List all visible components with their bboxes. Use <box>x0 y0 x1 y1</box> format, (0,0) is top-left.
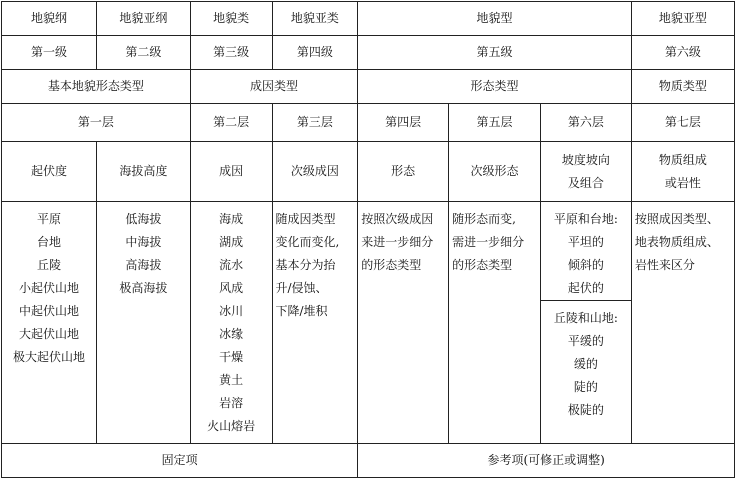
text-line: 地表物质组成、 <box>634 235 719 249</box>
level-cell: 第六级 <box>631 36 734 70</box>
attribute-line: 物质组成 <box>658 152 707 167</box>
layer-cell: 第七层 <box>631 104 734 142</box>
content-row <box>2 202 735 444</box>
attribute-cell: 海拔高度 <box>96 142 190 202</box>
list-item: 极高海拔 <box>119 281 168 295</box>
slope-split-cell <box>540 202 631 444</box>
list-item: 冰川 <box>219 304 244 318</box>
text-line: 基本分为抬 <box>275 258 336 272</box>
material-text-cell <box>631 202 734 444</box>
list-item: 冰缘 <box>219 327 244 341</box>
layer-cell: 第四层 <box>358 104 449 142</box>
category-cell: 成因类型 <box>190 70 357 104</box>
text-line: 变化而变化, <box>275 235 340 249</box>
text-line: 平坦的 <box>567 235 604 249</box>
header-cell: 地貌亚型 <box>631 2 734 36</box>
text-line: 起伏的 <box>567 281 604 295</box>
attribute-cell <box>631 142 734 202</box>
list-item: 小起伏山地 <box>18 281 79 295</box>
attribute-cell: 形态 <box>358 142 449 202</box>
level-cell: 第二级 <box>96 36 190 70</box>
text-line: 平原和台地: <box>553 212 618 226</box>
slope-subtable <box>541 202 631 443</box>
attribute-cell: 次级成因 <box>272 142 358 202</box>
text-line: 缓的 <box>573 357 598 371</box>
text-line: 按照次级成因 <box>361 212 434 226</box>
text-line: 按照成因类型、 <box>634 212 719 226</box>
header-cell: 地貌型 <box>358 2 632 36</box>
attribute-line: 及组合 <box>567 175 604 190</box>
text-line: 随成因类型 <box>275 212 336 226</box>
footer-row <box>2 444 735 478</box>
list-item: 火山熔岩 <box>207 419 256 433</box>
attribute-line: 坡度坡向 <box>561 152 610 167</box>
layer-cell: 第五层 <box>449 104 541 142</box>
slope-hill-row <box>541 301 631 444</box>
list-item: 极大起伏山地 <box>12 350 85 364</box>
text-line: 丘陵和山地: <box>553 311 618 325</box>
list-item: 流水 <box>219 258 244 272</box>
level-cell: 第三级 <box>190 36 272 70</box>
attribute-line: 或岩性 <box>664 175 701 190</box>
category-row <box>2 70 735 104</box>
attribute-cell: 次级形态 <box>449 142 541 202</box>
list-item: 风成 <box>219 281 244 295</box>
text-line: 陡的 <box>573 380 598 394</box>
list-item: 高海拔 <box>125 258 162 272</box>
header-cell: 地貌类 <box>190 2 272 36</box>
geomorphology-classification-table <box>1 1 735 478</box>
text-line: 来进一步细分 <box>361 235 434 249</box>
text-line: 需进一步细分 <box>452 235 525 249</box>
text-line: 岩性来区分 <box>634 258 695 272</box>
list-item: 中起伏山地 <box>18 304 79 318</box>
slope-plain-cell <box>541 202 631 301</box>
level-cell: 第五级 <box>358 36 632 70</box>
slope-plain-row <box>541 202 631 301</box>
relief-list-cell <box>2 202 97 444</box>
list-item: 平原 <box>36 212 61 226</box>
list-item: 中海拔 <box>125 235 162 249</box>
text-line: 的形态类型 <box>361 258 422 272</box>
list-item: 大起伏山地 <box>18 327 79 341</box>
text-line: 极陡的 <box>567 403 604 417</box>
list-item: 丘陵 <box>36 258 61 272</box>
header-cell: 地貌亚纲 <box>96 2 190 36</box>
genesis-list-cell <box>190 202 272 444</box>
list-item: 低海拔 <box>125 212 162 226</box>
reference-items-cell: 参考项(可修正或调整) <box>358 444 735 478</box>
category-cell: 形态类型 <box>358 70 632 104</box>
attribute-cell: 成因 <box>190 142 272 202</box>
layer-cell: 第六层 <box>540 104 631 142</box>
category-cell: 基本地貌形态类型 <box>2 70 191 104</box>
text-line: 升/侵蚀、 <box>275 281 328 295</box>
text-line: 下降/堆积 <box>275 304 328 318</box>
layer-row <box>2 104 735 142</box>
text-line: 倾斜的 <box>567 258 604 272</box>
slope-hill-cell <box>541 301 631 444</box>
header-cell: 地貌亚类 <box>272 2 358 36</box>
layer-cell: 第二层 <box>190 104 272 142</box>
altitude-list-cell <box>96 202 190 444</box>
level-cell: 第一级 <box>2 36 97 70</box>
attribute-cell <box>540 142 631 202</box>
list-item: 湖成 <box>219 235 244 249</box>
list-item: 海成 <box>219 212 244 226</box>
layer-cell: 第一层 <box>2 104 191 142</box>
list-item: 干燥 <box>219 350 244 364</box>
level-row <box>2 36 735 70</box>
header-cell: 地貌纲 <box>2 2 97 36</box>
attribute-cell: 起伏度 <box>2 142 97 202</box>
list-item: 黄土 <box>219 373 244 387</box>
sub-form-text-cell <box>449 202 541 444</box>
sub-genesis-text-cell <box>272 202 358 444</box>
list-item: 岩溶 <box>219 396 244 410</box>
attribute-row <box>2 142 735 202</box>
text-line: 平缓的 <box>567 334 604 348</box>
text-line: 的形态类型 <box>452 258 513 272</box>
layer-cell: 第三层 <box>272 104 358 142</box>
level-cell: 第四级 <box>272 36 358 70</box>
header-row <box>2 2 735 36</box>
form-text-cell <box>358 202 449 444</box>
text-line: 随形态而变, <box>452 212 516 226</box>
fixed-items-cell: 固定项 <box>2 444 358 478</box>
category-cell: 物质类型 <box>631 70 734 104</box>
list-item: 台地 <box>36 235 61 249</box>
